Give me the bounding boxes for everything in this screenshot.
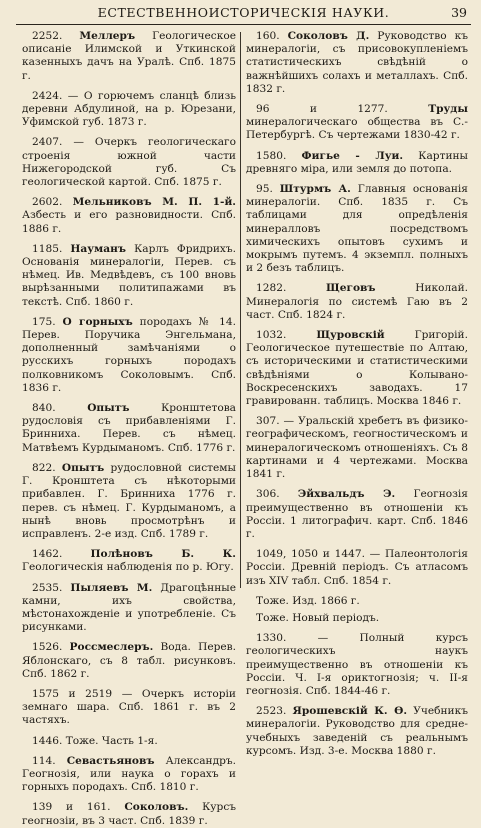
entry-text: Вода. Перев. Яблонскаго, съ 8 табл. рисунковъ. Спб. 1862 г. (22, 641, 236, 680)
entry-text: Геологическое описаніе Илимской и Уткинской казенныхъ дачъ на Уралѣ. Спб. 1875 г. (22, 30, 236, 82)
catalog-entry (246, 150, 468, 176)
entry-number: 95. (256, 183, 280, 196)
entry-number: 1575 и 2519 — Очеркъ исторіи земнаго шара. Спб. 1861 г. въ 2 частяхъ. (22, 687, 236, 727)
entry-number: 2523. (256, 705, 293, 718)
entry-text: Геогнозія преимущественно въ отношеніи къ Россіи. 1 литографич. карт. Спб. 1846 г. (246, 488, 468, 540)
entry-number: 2535. (32, 581, 71, 594)
entry-text: Карлъ Фридрихъ. Основанія минералогіи, Перев. съ нѣмец. Ив. Медвѣдевъ, съ 100 вновь вырѣзанными политипажами въ текстѣ. Спб. 1860 г. (22, 242, 236, 308)
entry-author: Опытъ (61, 461, 105, 474)
catalog-entry (22, 402, 236, 455)
catalog-entry (246, 329, 468, 408)
entry-text: рудословной системы Г. Кронштета съ нѣкоторыми прибавлен. Г. Бринниха 1776 г. перев. съ нѣмец. Г. Курдыманомъ, а нынѣ вновь просмотрѣнъ и исправленъ. 2-е изд. Спб. 1789 г. (22, 461, 236, 540)
catalog-entry (246, 632, 468, 698)
entry-author: Меллеръ (79, 30, 136, 42)
entry-number: 1526. (32, 641, 70, 654)
catalog-entry (246, 30, 468, 96)
entry-number: 822. (32, 461, 62, 474)
entry-author: Полѣновъ Б. К. (90, 548, 236, 561)
catalog-entry (22, 136, 236, 189)
catalog-entry (22, 548, 236, 574)
entry-number: 139 и 161. (32, 801, 125, 814)
left-column (22, 30, 236, 828)
entry-author: Пыляевъ М. (70, 581, 153, 594)
entry-text: Кронштетова рудословія съ прибавленіями Г. Бринниха. Перев. съ нѣмец. Матвѣемъ Курдыманомъ. Спб. 1776 г. (22, 402, 236, 454)
catalog-entry (246, 415, 468, 481)
entry-text: Картины древняго міра, или земля до потопа. (246, 149, 468, 175)
entry-number: 2424. — О горючемъ сланцѣ близь деревни Абдулиной, на р. Юрезани, Уфимской губ. 1873 г. (22, 89, 236, 129)
entry-author: Труды (428, 103, 468, 116)
running-title: ЕСТЕСТВЕННОИСТОРИЧЕСКІЯ НАУКИ. (97, 5, 390, 20)
entry-text: Николай. Минералогія по системѣ Гаю въ 2 част. Спб. 1824 г. (246, 282, 468, 321)
entry-number: 1032. (256, 329, 317, 342)
entry-number: Тоже. Новый періодъ. (256, 611, 380, 624)
entry-author: Фигье - Луи. (301, 149, 404, 162)
entry-number: 1580. (256, 149, 302, 162)
catalog-entry (22, 462, 236, 541)
entry-text: породахъ № 14. Перев. Поручика Энгельмана, дополненный замѣчаніями о русскихъ горныхъ породахъ полковникомъ Соколовымъ. Спб. 1836 г. (22, 315, 236, 394)
entry-text: Руководство къ минералогіи, съ присовокупленіемъ статистическихъ свѣдѣній о важнѣйшихъ солахъ и металлахъ. Спб. 1832 г. (246, 30, 468, 95)
catalog-entry (22, 735, 236, 748)
column-divider (240, 32, 241, 588)
entry-author: Россмеслеръ. (69, 641, 154, 654)
entry-number: 175. (32, 315, 63, 328)
catalog-entry (246, 282, 468, 322)
entry-text: Григорій. Геологическое путешествіе по Алтаю, съ историческими и статистическими свѣдѣніями о Колывано-Воскресенскихъ заводахъ. 17 гравированн. таблицъ. Москва 1846 г. (246, 329, 468, 408)
entry-number: 1446. Тоже. Часть 1-я. (32, 734, 158, 747)
entry-author: Мельниковъ М. П. 1-й. (72, 196, 236, 209)
catalog-entry (246, 488, 468, 541)
entry-author: Соколовъ Д. (287, 30, 370, 42)
entry-number: 114. (32, 754, 67, 767)
entry-author: Щуровскій (316, 329, 385, 342)
catalog-entry (22, 196, 236, 236)
catalog-entry (246, 548, 468, 588)
entry-number: 1330. — Полный курсъ геологическихъ наукъ преимущественно въ отношеніи къ Россіи. Ч. I-я ориктогнозія; ч. II-я геогнозія. Спб. 1844-46 г. (246, 632, 468, 697)
entry-author: Севастьяновъ (66, 754, 155, 767)
catalog-entry (246, 705, 468, 758)
entry-number: 307. — Уральскій хребетъ въ физико-географическомъ, геогностическомъ и минералогическомъ отношеніяхъ. Съ 8 картинами и 4 чертежами. Москва 1841 г. (246, 415, 468, 481)
catalog-entry (22, 243, 236, 309)
entry-number: 1282. (256, 282, 327, 295)
entry-number: 2407. — Очеркъ геологическаго строенія южной части Нижегородской губ. Съ геологической картой. Спб. 1875 г. (22, 136, 236, 189)
catalog-entry (22, 316, 236, 395)
catalog-entry (22, 641, 236, 681)
entry-number: 2252. (32, 30, 80, 42)
entry-author: О горныхъ (62, 315, 133, 328)
entry-number: 840. (32, 402, 88, 415)
entry-number: 1185. (32, 242, 71, 255)
entry-number: 306. (256, 488, 298, 501)
catalog-entry (246, 612, 468, 625)
entry-author: Науманъ (70, 242, 127, 255)
catalog-entry (22, 582, 236, 635)
catalog-entry (246, 103, 468, 143)
entry-text: Геологическія наблюденія по р. Югу. (22, 561, 234, 574)
catalog-entry (246, 183, 468, 275)
right-column (246, 30, 468, 758)
entry-text: минералогическаго общества въ С.-Петербургѣ. Съ чертежами 1830-42 г. (246, 116, 468, 142)
entry-text: Курсъ геогнозіи, въ 3 част. Спб. 1839 г. (22, 801, 236, 827)
entry-text: Азбесть и его разновидности. Спб. 1886 г. (22, 209, 236, 235)
catalog-entry (22, 688, 236, 728)
entry-author: Штурмъ А. (279, 183, 351, 196)
catalog-entry (22, 30, 236, 83)
catalog-entry (22, 90, 236, 130)
entry-number: 160. (256, 30, 288, 42)
page-header (16, 2, 471, 25)
entry-author: Соколовъ. (124, 801, 189, 814)
entry-number: Тоже. Изд. 1866 г. (256, 594, 360, 607)
entry-author: Щеговъ (326, 282, 376, 295)
entry-text: Главныя основанія минералогіи. Спб. 1835 г. Съ таблицами для опредѣленія минералловъ посредствомъ химическихъ опытовъ сухимъ и мокрымъ путемъ. 4 экземпл. полныхъ и 2 безъ таблицъ. (246, 183, 468, 275)
entry-author: Ярошевскій К. Ѳ. (292, 705, 408, 718)
page-number: 39 (451, 5, 467, 20)
entry-number: 96 и 1277. (256, 103, 429, 116)
entry-author: Эйхвальдъ Э. (297, 488, 396, 501)
entry-number: 1462. (32, 548, 91, 561)
entry-text: Учебникъ минералогіи. Руководство для средне-учебныхъ заведеній съ реальнымъ курсомъ. Изд. 3-е. Москва 1880 г. (246, 705, 468, 757)
catalog-entry (22, 801, 236, 827)
entry-text: Александръ. Геогнозія, или наука о горахъ и горныхъ породахъ. Спб. 1810 г. (22, 754, 236, 794)
entry-author: Опытъ (87, 402, 130, 415)
entry-number: 1049, 1050 и 1447. — Палеонтологія Россіи. Древній періодъ. Съ атласомъ изъ XIV табл. Спб. 1854 г. (246, 548, 468, 587)
catalog-entry (246, 595, 468, 608)
catalog-entry (22, 755, 236, 795)
entry-number: 2602. (32, 196, 73, 209)
entry-text: Драгоцѣнные камни, ихъ свойства, мѣстонахожденіе и употребленіе. Съ рисунками. (22, 581, 236, 634)
